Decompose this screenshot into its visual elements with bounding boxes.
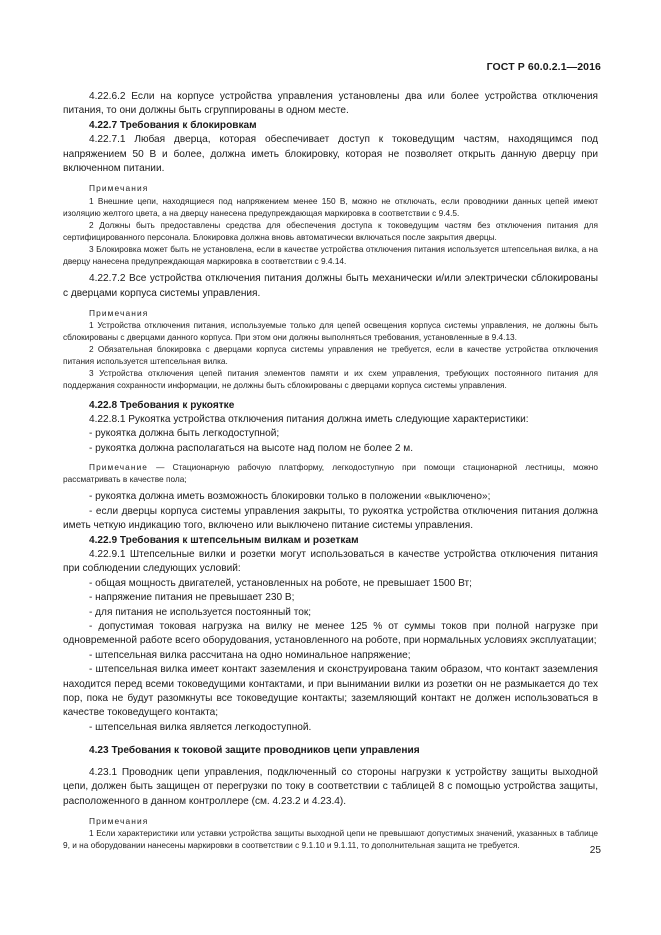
paragraph-4-22-7-2: 4.22.7.2 Все устройства отключения питания должны быть механически и/или электрически сблокированы с дверцами корпуса системы управления. [63, 273, 598, 299]
list-item: - штепсельная вилка имеет контакт заземления и сконструирована таким образом, что контакт заземления находится перед всеми токоведущими контактами, и при вынимании вилки из розетки он не размыкается до тех пор, пока не будут разомкнуты все токоведущие контакты; заземляющий контакт не должен использоваться в качестве токоведущего контакта; [63, 664, 598, 719]
list-item: - штепсельная вилка рассчитана на одно номинальное напряжение; [89, 649, 411, 661]
list-item: - рукоятка должна иметь возможность блокировки только в положении «выключено»; [89, 491, 491, 503]
document-header: ГОСТ Р 60.0.2.1—2016 [486, 61, 601, 73]
paragraph-4-23-1: 4.23.1 Проводник цепи управления, подключенный со стороны нагрузки к устройству защиты выходной цепи, должен быть защищен от перегрузки по току в соответствии с таблицей 8 с помощью устройства защиты, расположенного в данном контроллере (см. 4.23.2 и 4.23.4). [63, 766, 598, 807]
list-item: - общая мощность двигателей, установленных на роботе, не превышает 1500 Вт; [89, 577, 472, 589]
note-item: 1 Устройства отключения питания, используемые только для цепей освещения корпуса системы управления, не должны быть сблокированы с дверцами данного корпуса. При этом они должны выполняться требования, установленные в 9.4.13. [63, 320, 598, 343]
list-item: - штепсельная вилка является легкодоступной. [89, 721, 312, 733]
paragraph-4-22-8-1: 4.22.8.1 Рукоятка устройства отключения питания должна иметь следующие характеристики: [89, 413, 529, 425]
note-item: 3 Блокировка может быть не установлена, если в качестве устройства отключения питания используется штепсельная вилка, а на дверцу нанесена предупреждающая маркировка в соответствии с 9.4.14. [63, 243, 598, 266]
note-item: 2 Обязательная блокировка с дверцами корпуса системы управления не требуется, если в качестве устройства отключения питания используется штепсельная вилка. [63, 344, 598, 367]
paragraph-4-22-7-1: 4.22.7.1 Любая дверца, которая обеспечивает доступ к токоведущим частям, находящимся под напряжением 50 В и более, должна иметь блокировку, которая не позволяет открыть данную дверцу при включенном питании. [63, 134, 598, 175]
notes-label: Примечания [89, 815, 149, 826]
note-item: 3 Устройства отключения цепей питания элементов памяти и их схем управления, требующих постоянного питания для поддержания сохранности информации, не должны быть сблокированы с дверцами корпуса системы управления. [63, 368, 598, 391]
list-item: - рукоятка должна располагаться на высоте над полом не более 2 м. [89, 442, 414, 454]
list-item: - для питания не используется постоянный ток; [89, 606, 312, 618]
paragraph-4-22-9-1: 4.22.9.1 Штепсельные вилки и розетки могут использоваться в качестве устройства отключения питания при соблюдении следующих условий: [63, 549, 598, 575]
heading-4-22-9: 4.22.9 Требования к штепсельным вилкам и розеткам [89, 534, 359, 546]
notes-label: Примечания [89, 307, 149, 318]
list-item: - напряжение питания не превышает 230 В; [89, 592, 295, 604]
document-body [63, 90, 598, 851]
note-item: 1 Если характеристики или уставки устройства защиты выходной цепи не превышают допустимых значений, указанных в таблице 9, и на оборудовании нанесены маркировки в соответствии с 9.1.10 и 9.1.11, то дополнительная защита не требуется. [63, 828, 598, 851]
heading-4-22-7: 4.22.7 Требования к блокировкам [89, 119, 257, 131]
list-item: - рукоятка должна быть легкодоступной; [89, 428, 280, 440]
note-item: 2 Должны быть предоставлены средства для обеспечения доступа к токоведущим частям без отключения питания для сертифицированного персонала. Блокировка должна вновь автоматически включаться после закрытия дверцы. [63, 219, 598, 242]
paragraph-4-22-6-2: 4.22.6.2 Если на корпусе устройства управления установлены два или более устройства отключения питания, то они должны быть сгруппированы в одном месте. [63, 91, 598, 117]
heading-4-22-8: 4.22.8 Требования к рукоятке [89, 399, 235, 411]
list-item: - если дверцы корпуса системы управления закрыты, то рукоятка устройства отключения питания должна иметь четкую индикацию того, включено или выключено питание системы управления. [63, 505, 598, 532]
note-label: Примечание [89, 462, 149, 473]
note-item: 1 Внешние цепи, находящиеся под напряжением менее 150 В, можно не отключать, если проводники данных цепей имеют изоляцию желтого цвета, а на дверцу нанесена предупреждающая маркировка в соответствии с 9.4.5. [63, 195, 598, 218]
list-item: - допустимая токовая нагрузка на вилку не менее 125 % от суммы токов при полной нагрузке при одновременной работе всего оборудования, установленного на роботе, при нормальных условиях эксплуатации; [63, 621, 598, 647]
notes-label: Примечания [89, 183, 149, 194]
note-single [63, 461, 598, 485]
note-text: — Стационарную рабочую платформу, легкодоступную при помощи стационарной лестницы, можно рассматривать в качестве пола; [63, 462, 598, 485]
page-number: 25 [589, 845, 601, 856]
heading-4-23: 4.23 Требования к токовой защите проводников цепи управления [89, 745, 420, 757]
